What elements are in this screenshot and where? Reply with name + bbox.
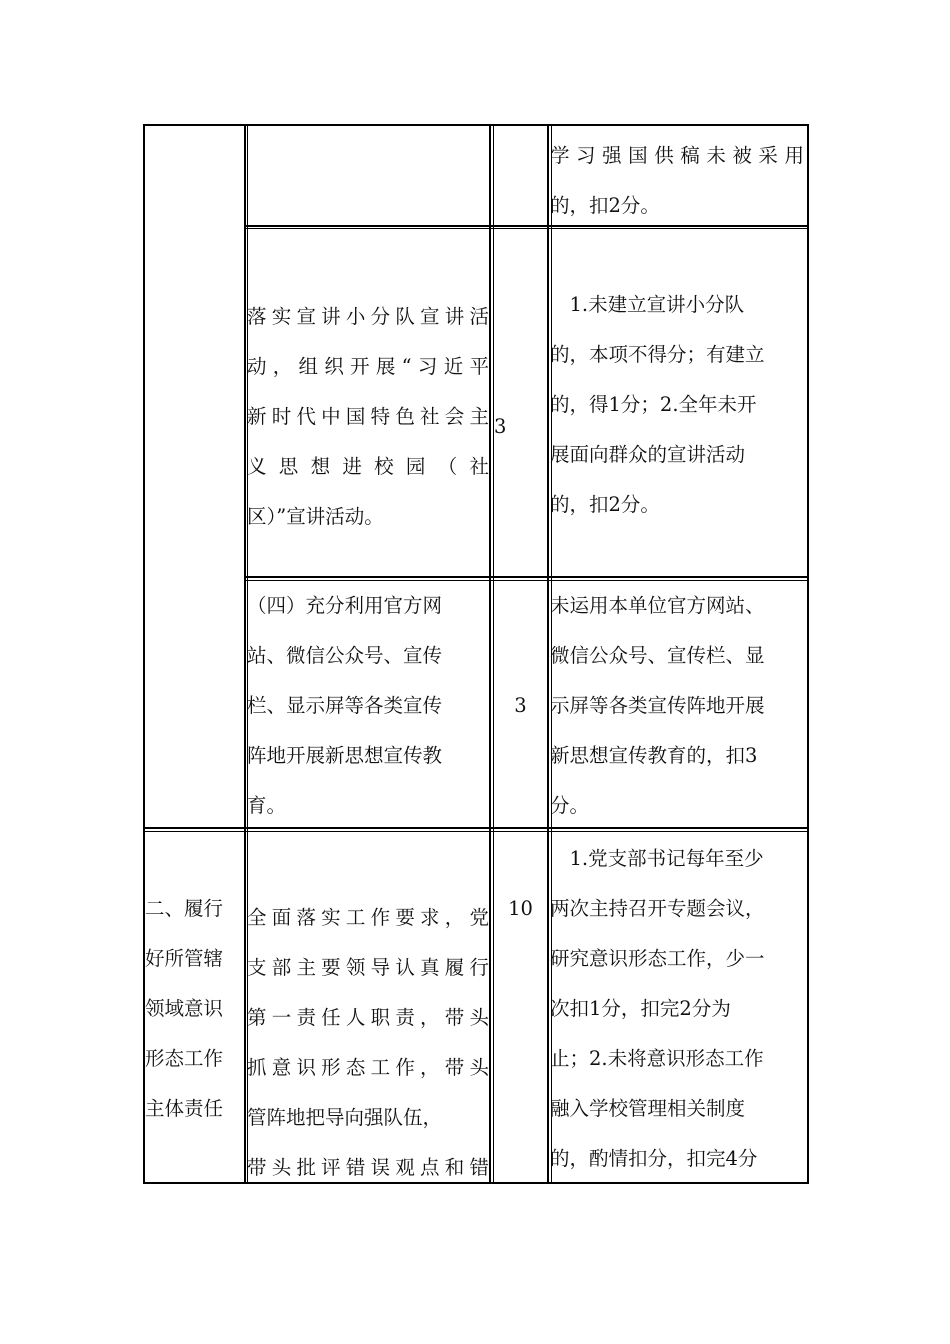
table-border-top (143, 124, 809, 126)
column-divider (547, 124, 549, 1184)
row-divider (143, 831, 809, 832)
row-3-criteria: 未运用本单位官方网站、 微信公众号、宣传栏、显 示屏等各类宣传阵地开展 新思想宣传教育的，扣3 分。 (550, 594, 765, 817)
column-divider (493, 124, 494, 1184)
row-4-score: 10 (508, 897, 533, 920)
row-1-criteria-line-2: 的，扣2分。 (550, 194, 660, 217)
table-border-right (807, 124, 809, 1184)
row-3-content: （四）充分利用官方网 站、微信公众号、宣传 栏、显示屏等各类宣传 阵地开展新思想宣传教 育。 (247, 594, 443, 817)
row-3-score: 3 (514, 694, 527, 717)
row-4-content: 全面落实工作要求，党 支部主要领导认真履行 第一责任人职责，带头 抓意识形态工作，带头 管阵地把导向强队伍， 带头批评错误观点和错 (247, 906, 489, 1179)
row-1-criteria: 学习强国供稿未被采用 (550, 144, 804, 167)
column-divider (244, 124, 246, 1184)
row-4-criteria: 1.党支部书记每年至少 两次主持召开专题会议， 研究意识形态工作，少一 次扣1分，扣完2分为 止；2.未将意识形态工作 融入学校管理相关制度 的，酌情扣分，扣完4分 (550, 847, 765, 1170)
row-divider (246, 576, 809, 578)
column-divider (489, 124, 491, 1184)
row-2-criteria: 1.未建立宣讲小分队 的，本项不得分；有建立 的，得1分；2.全年未开 展面向群众的宣讲活动 的，扣2分。 (550, 293, 765, 516)
assessment-table (143, 124, 809, 1184)
row-2-content: 落实宣讲小分队宣讲活 动，组织开展“习近平 新时代中国特色社会主 义 思 想 进 校 园 （ 社 区）”宣讲活动。 (247, 305, 489, 528)
row-4-category: 二、履行 好所管辖 领域意识 形态工作 主体责任 (145, 897, 224, 1120)
row-2-score: 3 (494, 415, 507, 438)
